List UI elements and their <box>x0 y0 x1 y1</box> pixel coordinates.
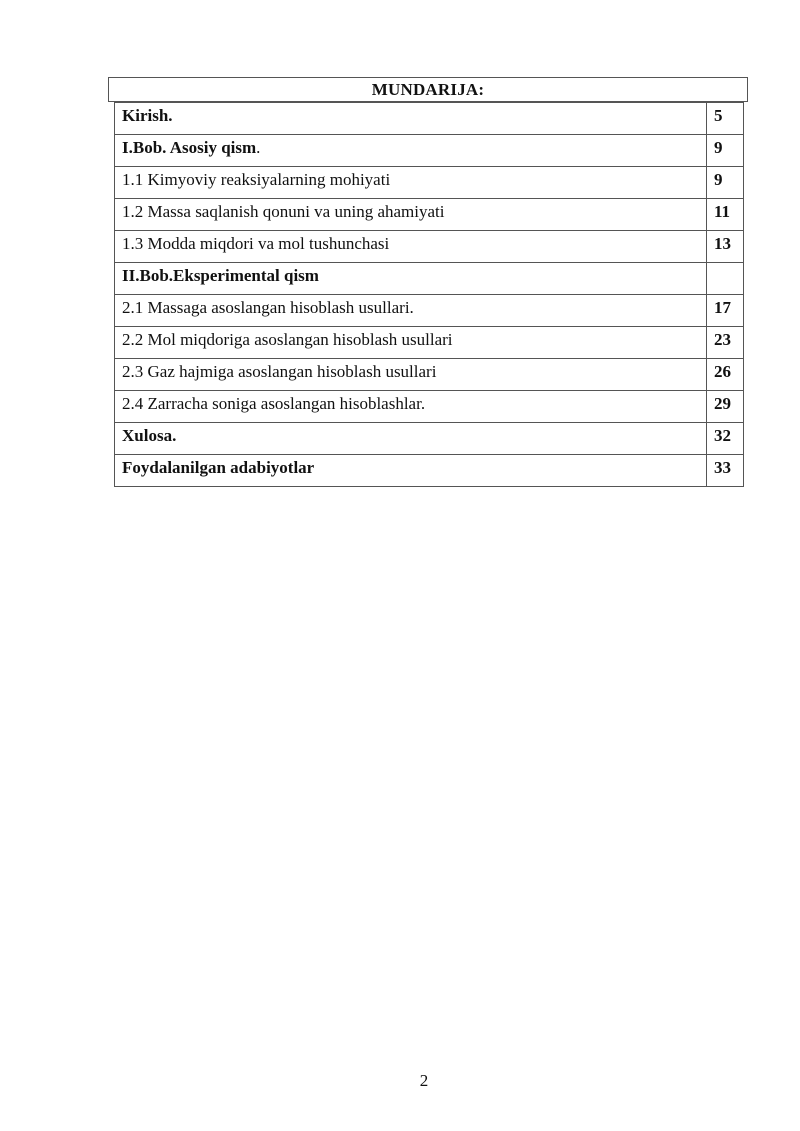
toc-entry-label-suffix: . <box>256 138 261 157</box>
toc-entry-page: 9 <box>707 167 744 199</box>
toc-entry-label: Kirish. <box>115 103 707 135</box>
toc-row <box>115 199 744 231</box>
toc-entry-page: 29 <box>707 391 744 423</box>
toc-entry-page: 13 <box>707 231 744 263</box>
toc-row <box>115 423 744 455</box>
toc-row <box>115 231 744 263</box>
toc-entry-page: 5 <box>707 103 744 135</box>
toc-entry-page: 26 <box>707 359 744 391</box>
toc-entry-label: 1.3 Modda miqdori va mol tushunchasi <box>115 231 707 263</box>
table-of-contents <box>114 102 744 487</box>
toc-entry-page: 11 <box>707 199 744 231</box>
page-number: 2 <box>419 1071 429 1090</box>
toc-row <box>115 391 744 423</box>
toc-entry-page: 33 <box>707 455 744 487</box>
toc-entry-label: 2.2 Mol miqdoriga asoslangan hisoblash usullari <box>115 327 707 359</box>
toc-row <box>115 359 744 391</box>
toc-entry-page: 32 <box>707 423 744 455</box>
toc-entry-page <box>707 263 744 295</box>
toc-entry-label: 2.3 Gaz hajmiga asoslangan hisoblash usullari <box>115 359 707 391</box>
toc-row <box>115 103 744 135</box>
toc-entry-label-text: I.Bob. Asosiy qism <box>122 138 257 157</box>
toc-row <box>115 295 744 327</box>
toc-row <box>115 327 744 359</box>
toc-entry-label: Foydalanilgan adabiyotlar <box>115 455 707 487</box>
toc-entry-label: 2.1 Massaga asoslangan hisoblash usullari. <box>115 295 707 327</box>
toc-entry-label <box>115 135 707 167</box>
toc-title: MUNDARIJA: <box>108 77 748 102</box>
toc-entry-page: 23 <box>707 327 744 359</box>
toc-row <box>115 263 744 295</box>
toc-entry-label: 2.4 Zarracha soniga asoslangan hisoblashlar. <box>115 391 707 423</box>
toc-row <box>115 455 744 487</box>
toc-entry-label: 1.2 Massa saqlanish qonuni va uning ahamiyati <box>115 199 707 231</box>
toc-row <box>115 135 744 167</box>
toc-entry-page: 17 <box>707 295 744 327</box>
toc-entry-label: Xulosa. <box>115 423 707 455</box>
toc-entry-page: 9 <box>707 135 744 167</box>
toc-row <box>115 167 744 199</box>
toc-entry-label: 1.1 Kimyoviy reaksiyalarning mohiyati <box>115 167 707 199</box>
toc-entry-label: II.Bob.Eksperimental qism <box>115 263 707 295</box>
